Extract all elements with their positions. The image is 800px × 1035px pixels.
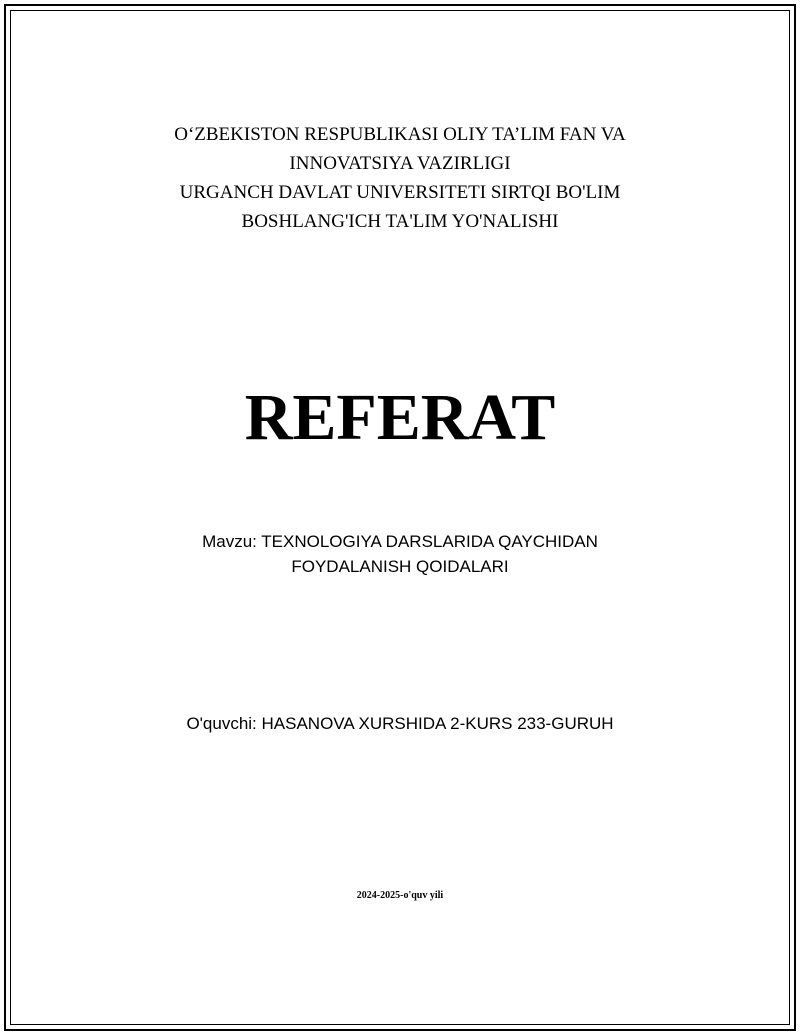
institution-header bbox=[0, 120, 800, 236]
header-line-university: URGANCH DAVLAT UNIVERSITETI SIRTQI BO'LIM bbox=[179, 182, 621, 203]
academic-year: 2024-2025-o'quv yili bbox=[356, 890, 444, 901]
student-info: O'quvchi: HASANOVA XURSHIDA 2-KURS 233-GURUH bbox=[186, 714, 614, 733]
header-line-department: BOSHLANG'ICH TA'LIM YO'NALISHI bbox=[241, 211, 559, 232]
header-line-ministry: O‘ZBEKISTON RESPUBLIKASI OLIY TA’LIM FAN VA bbox=[174, 124, 626, 145]
topic-block bbox=[0, 529, 800, 579]
topic-line-1: Mavzu: TEXNOLOGIYA DARSLARIDA QAYCHIDAN bbox=[202, 532, 598, 551]
document-title: REFERAT bbox=[244, 381, 556, 454]
header-line-ministry-cont: INNOVATSIYA VAZIRLIGI bbox=[289, 153, 511, 174]
topic-line-2: FOYDALANISH QOIDALARI bbox=[291, 557, 509, 576]
